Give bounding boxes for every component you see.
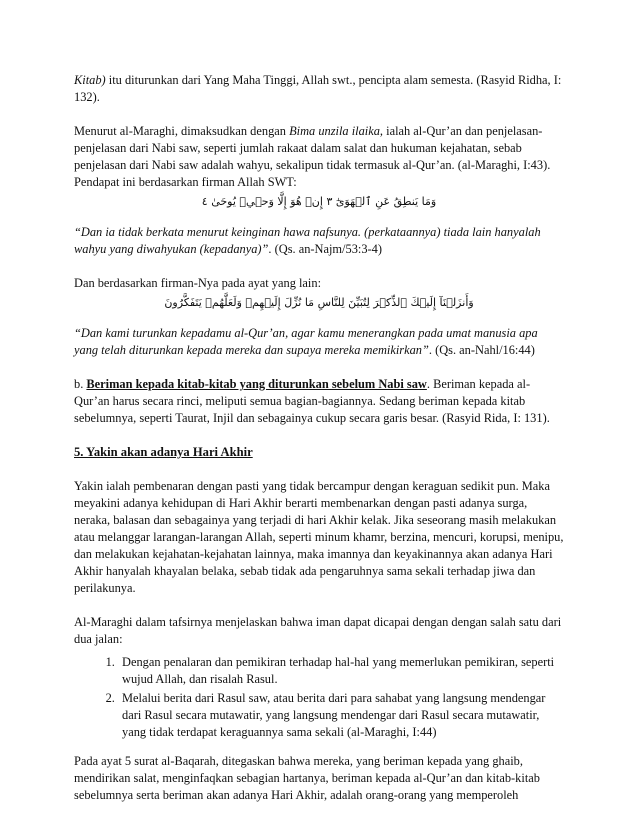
- quote-nahl-citation: . (Qs. an-Nahl/16:44): [428, 343, 535, 357]
- paragraph-two-ways: Al-Maraghi dalam tafsirnya menjelaskan bahwa iman dapat dicapai dengan dengan salah satu dari dua jalan:: [74, 615, 562, 646]
- paragraph-al-baqarah: Pada ayat 5 surat al-Baqarah, ditegaskan bahwa mereka, yang beriman kepada yang ghaib, mendirikan salat, menginfaqkan sebagian hartanya, beriman kepada al-Qur’an dan kitab-kitab sebelumnya serta beriman akan adanya Hari Akhir, adalah orang-orang yang memperoleh: [74, 754, 540, 802]
- quote-nahl-text: “Dan kami turunkan kepadamu al-Qur’an, agar kamu menerangkan pada umat manusia apa yang telah diturunkan kepada mereka dan supaya mereka memikirkan”: [74, 326, 538, 357]
- paragraph-kitab-kitab: [74, 376, 564, 427]
- paragraph-firman: Dan berdasarkan firman-Nya pada ayat yang lain:: [74, 276, 322, 290]
- paragraph-yakin: Yakin ialah pembenaran dengan pasti yang tidak bercampur dengan keraguan sedikit pun. Maka meyakini adanya kehidupan di Hari Akhir berarti membenarkan dengan pasti adanya surga, neraka, balasan dan sebagainya yang terjadi di hari Akhir kelak. Jika seseorang masih melakukan atau melanggar larangan-larangan Allah, seperti minum khamr, berzina, mencuri, korupsi, menipu, dan melakukan kejahatan-kejahatan lainnya, maka imannya dan keyakinannya akan adanya Hari Akhir hanyalah khayalan belaka, sebab tidak ada pengaruhnya sama sekali terhadap jiwa dan perilakunya.: [74, 479, 564, 595]
- paragraph-kitab-text: itu diturunkan dari Yang Maha Tinggi, Allah swt., pencipta alam semesta. (Rasyid Ridha, I: 132).: [74, 73, 562, 104]
- list-item: 2. Melalui berita dari Rasul saw, atau berita dari para sahabat yang langsung mendengar dari Rasul secara mutawatir, yang langsung mendengar dari Rasul secara mutawatir, yang tidak terdapat keraguannya sama sekali (al-Maraghi, I:44): [118, 690, 564, 741]
- paragraph-maraghi: [74, 123, 564, 191]
- quote-najm-text: “Dan ia tidak berkata menurut keinginan hawa nafsunya. (perkataannya) tiada lain hanyalah wahyu yang diwahyukan (kepadanya)”: [74, 225, 541, 256]
- bima-unzila-term: Bima unzila ilaika,: [289, 124, 384, 138]
- arabic-verse-nahl: وَأَنزَلۡنَآ إِلَيۡكَ ٱلذِّكۡرَ لِتُبَيِّنَ لِلنَّاسِ مَا نُزِّلَ إِلَيۡهِمۡ وَلَعَلَّهُمۡ يَتَفَكَّرُونَ: [164, 296, 474, 309]
- paragraph-maraghi-start: Menurut al-Maraghi, dimaksudkan dengan: [74, 124, 290, 138]
- paragraph-maraghi-rest: ialah al-Qur’an dan penjelasan-penjelasan dari Nabi saw, seperti jumlah rakaat dalam salat dan hukuman kejahatan, sebab penjelasan dari Nabi saw adalah wahyu, sekalipun tidak termasuk al-Qur’an. (al-Maraghi, I:43). Pendapat ini berdasarkan firman Allah SWT:: [74, 124, 551, 189]
- kitab-term: Kitab): [74, 73, 106, 87]
- paragraph-kitab: [74, 72, 564, 106]
- arabic-verse-najm: وَمَا يَنطِقُ عَنِ ٱلۡهَوَىٰٓ ٣ إِنۡ هُوَ إِلَّا وَحۡيٞ يُوحَىٰ ٤: [201, 195, 437, 208]
- section-heading-hari-akhir: 5. Yakin akan adanya Hari Akhir: [74, 445, 253, 459]
- item-b-marker: b.: [74, 377, 87, 391]
- quote-najm-citation: . (Qs. an-Najm/53:3-4): [268, 242, 382, 256]
- item-b-heading: Beriman kepada kitab-kitab yang diturunkan sebelum Nabi saw: [86, 377, 427, 391]
- quote-nahl: [74, 325, 564, 359]
- numbered-list: [74, 654, 564, 741]
- paragraph-kitab-kitab-rest: . Beriman kepada al-Qur’an harus secara rinci, meliputi semua bagian-bagiannya. Sedang beriman kepada kitab sebelumnya, seperti Taurat, Injil dan sebagainya cukup secara garis besar. (Rasyid Rida, I: 131).: [74, 377, 550, 425]
- list-item: 1. Dengan penalaran dan pemikiran terhadap hal-hal yang memerlukan pemikiran, seperti wujud Allah, dan risalah Rasul.: [118, 654, 564, 688]
- quote-najm: [74, 224, 564, 258]
